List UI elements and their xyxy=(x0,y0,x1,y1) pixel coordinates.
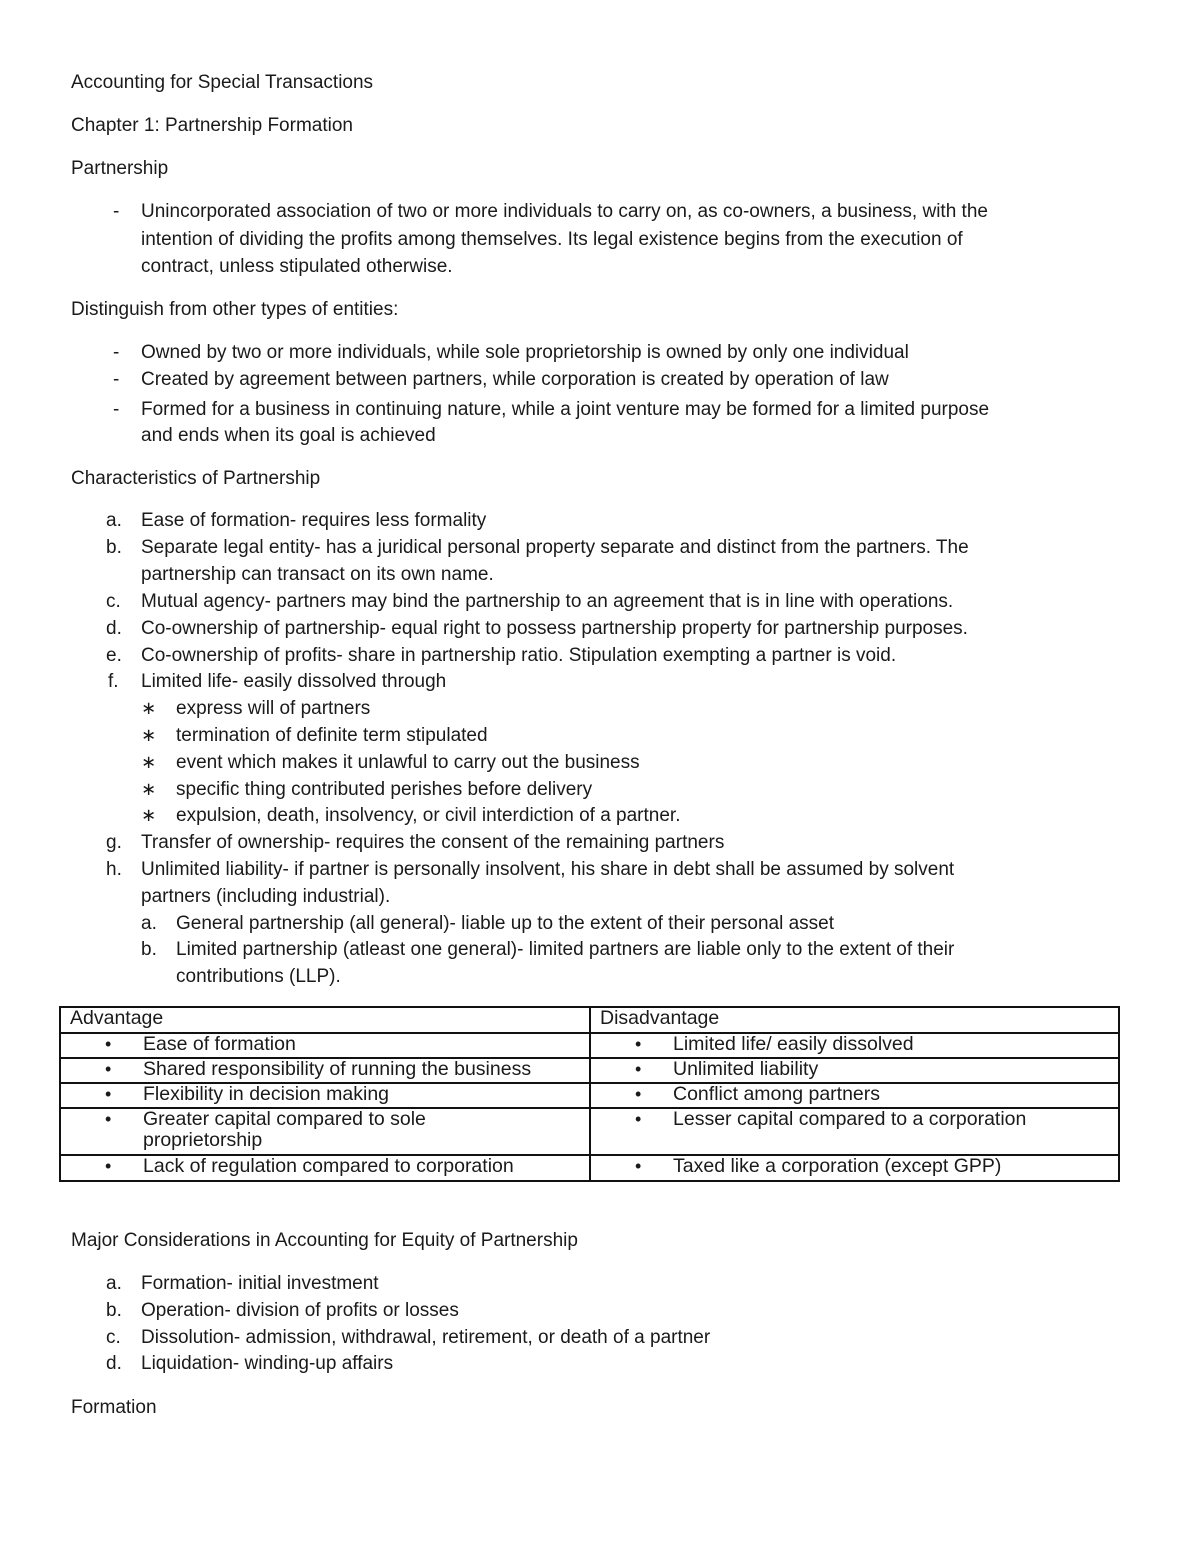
list-marker: f. xyxy=(108,671,119,692)
table-row xyxy=(60,1083,1119,1108)
bullet-marker: • xyxy=(635,1156,642,1176)
list-marker: d. xyxy=(106,618,122,639)
partnership-definition-line: intention of dividing the profits among themselves. Its legal existence begins from the execution of xyxy=(141,229,963,250)
list-marker: c. xyxy=(106,1327,121,1348)
list-marker: h. xyxy=(106,859,122,880)
characteristic-item: Mutual agency- partners may bind the partnership to an agreement that is in line with operations. xyxy=(141,591,954,612)
limited-life-subitem: specific thing contributed perishes before delivery xyxy=(176,779,593,800)
characteristic-item: Co-ownership of profits- share in partnership ratio. Stipulation exempting a partner is void. xyxy=(141,645,897,666)
characteristics-heading: Characteristics of Partnership xyxy=(71,468,321,489)
distinguish-item: Created by agreement between partners, while corporation is created by operation of law xyxy=(141,369,889,390)
consideration-item: Formation- initial investment xyxy=(141,1273,379,1294)
dash-marker: - xyxy=(113,201,120,222)
bullet-marker: • xyxy=(635,1034,642,1054)
table-header-disadvantage: Disadvantage xyxy=(590,1007,1119,1033)
liability-subitem: General partnership (all general)- liable up to the extent of their personal asset xyxy=(176,913,834,934)
list-marker: g. xyxy=(106,832,122,853)
asterisk-marker: ∗ xyxy=(141,779,157,800)
bullet-marker: • xyxy=(635,1109,642,1129)
partnership-heading: Partnership xyxy=(71,158,169,179)
bullet-marker: • xyxy=(635,1084,642,1104)
disadvantage-cell: Lesser capital compared to a corporation xyxy=(673,1108,1027,1130)
advantages-table xyxy=(59,1006,1120,1182)
liability-subitem: Limited partnership (atleast one general)- limited partners are liable only to the extent of their xyxy=(176,939,955,960)
list-marker: b. xyxy=(141,939,157,960)
limited-life-subitem: event which makes it unlawful to carry out the business xyxy=(176,752,640,773)
asterisk-marker: ∗ xyxy=(141,752,157,773)
list-marker: a. xyxy=(106,510,122,531)
list-marker: a. xyxy=(106,1273,122,1294)
bullet-marker: • xyxy=(105,1156,112,1176)
table-row xyxy=(60,1058,1119,1083)
bullet-marker: • xyxy=(105,1034,112,1054)
distinguish-item: and ends when its goal is achieved xyxy=(141,425,436,446)
list-marker: a. xyxy=(141,913,157,934)
document-title: Accounting for Special Transactions xyxy=(71,72,374,93)
asterisk-marker: ∗ xyxy=(141,805,157,826)
advantage-cell: Shared responsibility of running the business xyxy=(143,1058,532,1080)
table-header-advantage: Advantage xyxy=(60,1007,590,1033)
chapter-heading: Chapter 1: Partnership Formation xyxy=(71,115,353,136)
asterisk-marker: ∗ xyxy=(141,698,157,719)
distinguish-item: Formed for a business in continuing nature, while a joint venture may be formed for a limited purpose xyxy=(141,399,990,420)
characteristic-item: Co-ownership of partnership- equal right to possess partnership property for partnership purposes. xyxy=(141,618,968,639)
characteristic-item: Ease of formation- requires less formality xyxy=(141,510,487,531)
disadvantage-cell: Conflict among partners xyxy=(673,1083,881,1105)
distinguish-item: Owned by two or more individuals, while sole proprietorship is owned by only one individual xyxy=(141,342,909,363)
characteristic-item: Transfer of ownership- requires the consent of the remaining partners xyxy=(141,832,725,853)
considerations-heading: Major Considerations in Accounting for Equity of Partnership xyxy=(71,1230,578,1251)
characteristic-item: Limited life- easily dissolved through xyxy=(141,671,447,692)
list-marker: b. xyxy=(106,1300,122,1321)
consideration-item: Operation- division of profits or losses xyxy=(141,1300,459,1321)
advantage-cell: Lack of regulation compared to corporation xyxy=(143,1155,514,1177)
characteristic-item: partnership can transact on its own name. xyxy=(141,564,494,585)
partnership-definition-line: Unincorporated association of two or more individuals to carry on, as co-owners, a business, with the xyxy=(141,201,988,222)
advantage-cell: Flexibility in decision making xyxy=(143,1083,390,1105)
limited-life-subitem: expulsion, death, insolvency, or civil interdiction of a partner. xyxy=(176,805,681,826)
advantage-cell: Greater capital compared to sole proprietorship xyxy=(143,1108,426,1151)
table-row xyxy=(60,1033,1119,1058)
bullet-marker: • xyxy=(635,1059,642,1079)
table-row xyxy=(60,1155,1119,1181)
disadvantage-cell: Taxed like a corporation (except GPP) xyxy=(673,1155,1002,1177)
formation-heading: Formation xyxy=(71,1397,157,1418)
consideration-item: Liquidation- winding-up affairs xyxy=(141,1353,394,1374)
list-marker: c. xyxy=(106,591,121,612)
dash-marker: - xyxy=(113,369,120,390)
table-row xyxy=(60,1108,1119,1155)
bullet-marker: • xyxy=(105,1059,112,1079)
list-marker: d. xyxy=(106,1353,122,1374)
characteristic-item: partners (including industrial). xyxy=(141,886,391,907)
characteristic-item: Separate legal entity- has a juridical personal property separate and distinct from the partners. The xyxy=(141,537,969,558)
dash-marker: - xyxy=(113,342,120,363)
bullet-marker: • xyxy=(105,1084,112,1104)
bullet-marker: • xyxy=(105,1109,112,1129)
disadvantage-cell: Limited life/ easily dissolved xyxy=(673,1033,914,1055)
characteristic-item: Unlimited liability- if partner is personally insolvent, his share in debt shall be assumed by solvent xyxy=(141,859,955,880)
liability-subitem: contributions (LLP). xyxy=(176,966,341,987)
asterisk-marker: ∗ xyxy=(141,725,157,746)
distinguish-heading: Distinguish from other types of entities: xyxy=(71,299,399,320)
consideration-item: Dissolution- admission, withdrawal, retirement, or death of a partner xyxy=(141,1327,711,1348)
dash-marker: - xyxy=(113,399,120,420)
list-marker: e. xyxy=(106,645,122,666)
list-marker: b. xyxy=(106,537,122,558)
advantage-cell: Ease of formation xyxy=(143,1033,296,1055)
disadvantage-cell: Unlimited liability xyxy=(673,1058,819,1080)
partnership-definition-line: contract, unless stipulated otherwise. xyxy=(141,256,453,277)
limited-life-subitem: express will of partners xyxy=(176,698,371,719)
limited-life-subitem: termination of definite term stipulated xyxy=(176,725,488,746)
